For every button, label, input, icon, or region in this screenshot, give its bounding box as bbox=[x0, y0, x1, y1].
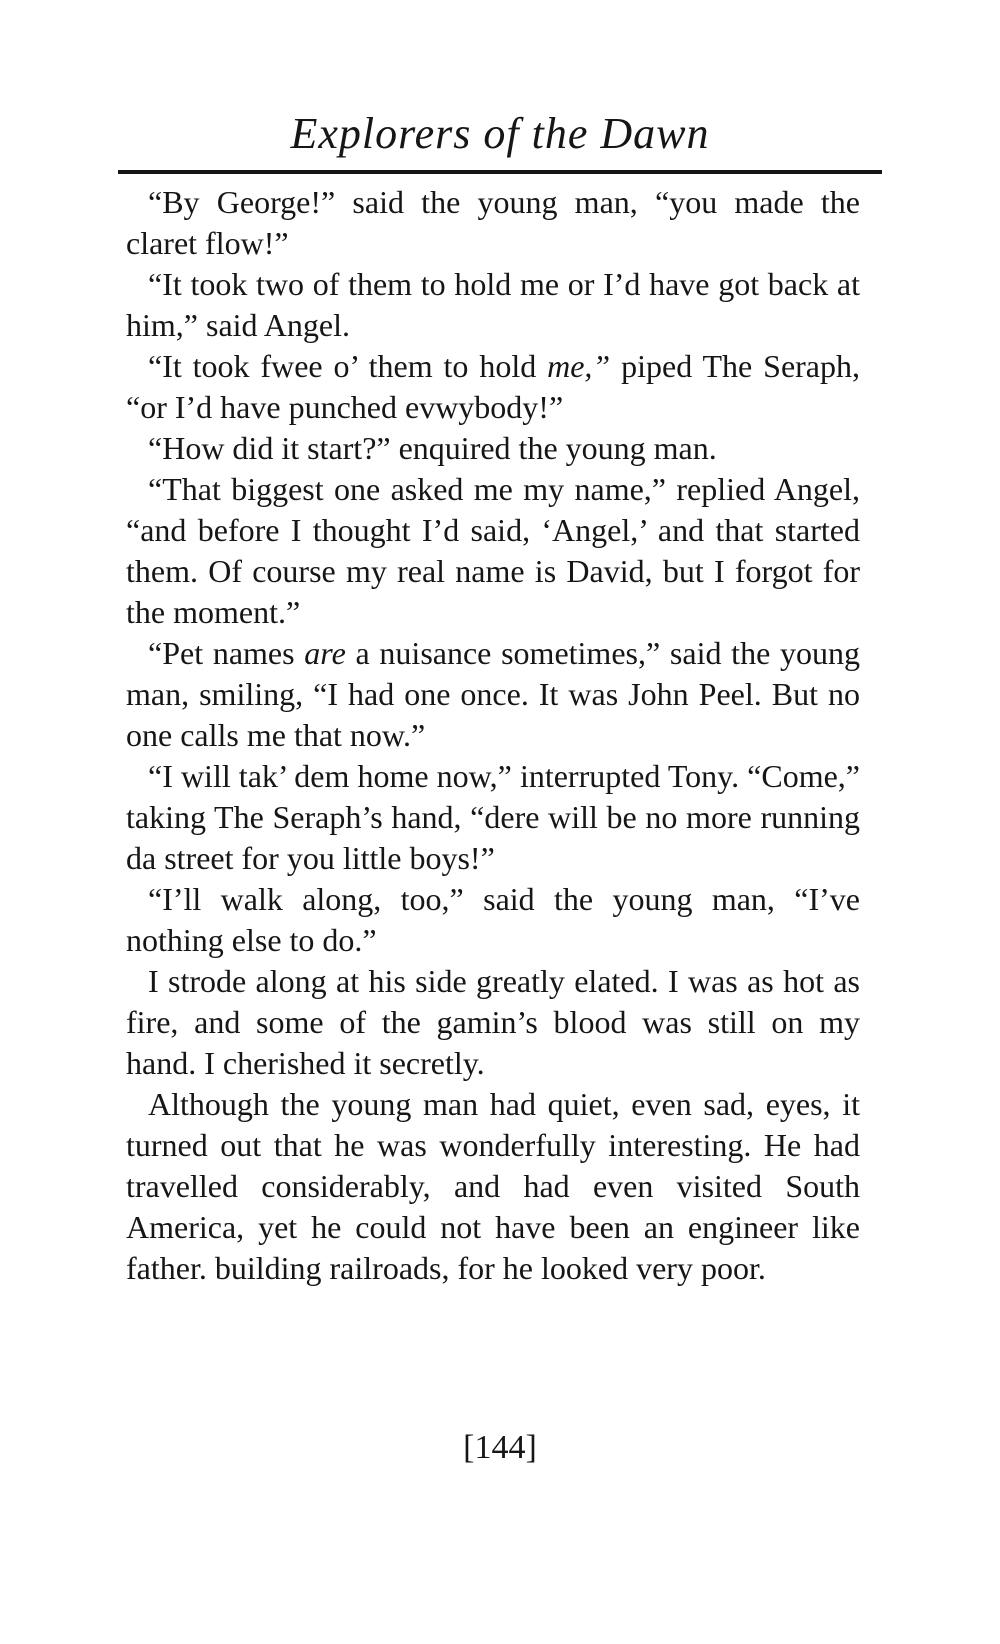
paragraph: I strode along at his side greatly elated. I was as hot as fire, and some of the gamin’s blood was still on my hand. I cherished it secretly. bbox=[126, 963, 860, 1081]
emphasis: me,” bbox=[547, 348, 611, 384]
paragraph: “It took two of them to hold me or I’d have got back at him,” said Angel. bbox=[126, 266, 860, 343]
paragraph: Although the young man had quiet, even sad, eyes, it turned out that he was wonderfully interesting. He had travelled considerably, and had even visited South America, yet he could not have been an engineer like father. building railroads, for he looked very poor. bbox=[126, 1086, 860, 1286]
text-run: “Pet names bbox=[148, 635, 305, 671]
text-run: piped The Seraph, “or I’d have punched evwybody!” bbox=[126, 348, 860, 425]
text-run: a nuisance sometimes,” said the young man, smiling, “I had one once. It was John Peel. But no one calls me that now.” bbox=[126, 635, 860, 753]
paragraph: “I’ll walk along, too,” said the young man, “I’ve nothing else to do.” bbox=[126, 881, 860, 958]
paragraph bbox=[126, 633, 860, 756]
paragraph: “That biggest one asked me my name,” replied Angel, “and before I thought I’d said, ‘Angel,’ and that started them. Of course my real name is David, but I forgot for the moment.” bbox=[126, 471, 860, 630]
page-number: [144] bbox=[463, 1429, 537, 1466]
paragraph: “I will tak’ dem home now,” interrupted Tony. “Come,” taking The Seraph’s hand, “dere will be no more running da street for you little boys!” bbox=[126, 758, 860, 876]
running-header: Explorers of the Dawn bbox=[290, 109, 710, 158]
page-body bbox=[126, 182, 860, 1289]
paragraph bbox=[126, 346, 860, 428]
emphasis: are bbox=[304, 635, 346, 671]
text-run: “It took fwee o’ them to hold bbox=[148, 348, 548, 384]
header-rule bbox=[118, 170, 882, 174]
paragraph: “By George!” said the young man, “you made the claret flow!” bbox=[126, 184, 860, 261]
paragraph: “How did it start?” enquired the young man. bbox=[148, 430, 717, 466]
